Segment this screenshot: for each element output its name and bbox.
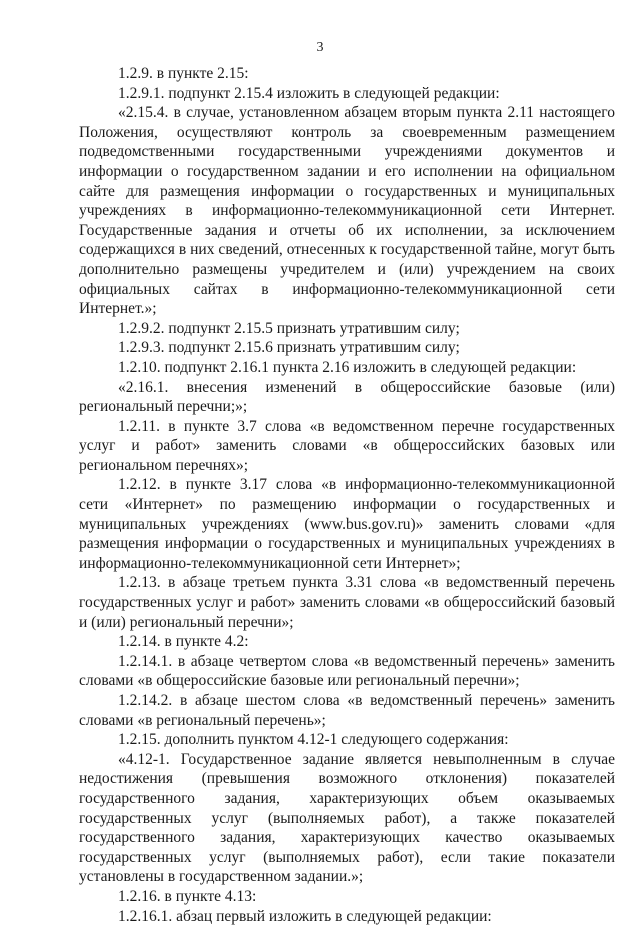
paragraph-1-2-9-3: 1.2.9.3. подпункт 2.15.6 признать утратившим силу; [118, 339, 460, 357]
paragraph-quote-4-12-1: «4.12-1. Государственное задание является невыполненным в случае недостижения (превышения возможного отклонения) показателей государственного задания, характеризующих объем оказываемых государственных услуг (выполняемых работ), а также показателей государственного задания, характеризующих качество оказываемых государственных услуг (выполняемых работ), если такие показатели установлены в государственном задании.»; [79, 750, 615, 886]
paragraph-1-2-9-1: 1.2.9.1. подпункт 2.15.4 изложить в следующей редакции: [118, 84, 500, 102]
paragraph-1-2-9: 1.2.9. в пункте 2.15: [118, 65, 249, 82]
page-number: 3 [316, 40, 324, 55]
paragraph-1-2-13: 1.2.13. в абзаце третьем пункта 3.31 слова «в ведомственный перечень государственных услуг и работ» заменить словами «в общероссийский базовый и (или) региональный перечни»; [79, 574, 615, 631]
paragraph-1-2-16-1: 1.2.16.1. абзац первый изложить в следующей редакции: [118, 907, 492, 925]
paragraph-1-2-14-2: 1.2.14.2. в абзаце шестом слова «в ведомственный перечень» заменить словами «в региональный перечень»; [79, 692, 615, 729]
paragraph-1-2-16: 1.2.16. в пункте 4.13: [118, 887, 257, 905]
paragraph-1-2-9-2: 1.2.9.2. подпункт 2.15.5 признать утратившим силу; [118, 319, 460, 337]
paragraph-1-2-14: 1.2.14. в пункте 4.2: [118, 633, 249, 651]
paragraph-quote-2-16-1: «2.16.1. внесения изменений в общероссийские базовые (или) региональный перечни;»; [79, 378, 615, 416]
document-body [79, 64, 615, 926]
paragraph-quote-2-15-4: «2.15.4. в случае, установленном абзацем вторым пункта 2.11 настоящего Положения, осуществляют контроль за своевременным размещением подведомственными государственными учреждениями документов и информации о государственном задании и его исполнении на официальном сайте для размещения информации о государственных и муниципальных учреждениях в информационно-телекоммуникационной сети Интернет. Государственные задания и отчеты об их исполнении, за исключением содержащихся в них сведений, отнесенных к государственной тайне, могут быть дополнительно размещены учредителем и (или) учреждением на своих официальных сайтах в информационно-телекоммуникационной сети Интернет.»; [79, 104, 615, 318]
paragraph-1-2-15: 1.2.15. дополнить пунктом 4.12-1 следующего содержания: [118, 731, 509, 749]
paragraph-1-2-12: 1.2.12. в пункте 3.17 слова «в информационно-телекоммуникационной сети «Интернет» по размещению информации о государственных и муниципальных учреждениях (www.bus.gov.ru)» заменить словами «для размещения информации о государственных и муниципальных учреждениях в информационно-телекоммуникационной сети Интернет»; [79, 476, 615, 572]
paragraph-1-2-14-1: 1.2.14.1. в абзаце четвертом слова «в ведомственный перечень» заменить словами «в общероссийские базовые или региональный перечни»; [79, 652, 615, 690]
paragraph-1-2-10: 1.2.10. подпункт 2.16.1 пункта 2.16 изложить в следующей редакции: [118, 358, 577, 376]
paragraph-1-2-11: 1.2.11. в пункте 3.7 слова «в ведомственном перечне государственных услуг и работ» заменить словами «в общероссийских базовых или региональном перечнях»; [79, 417, 615, 474]
